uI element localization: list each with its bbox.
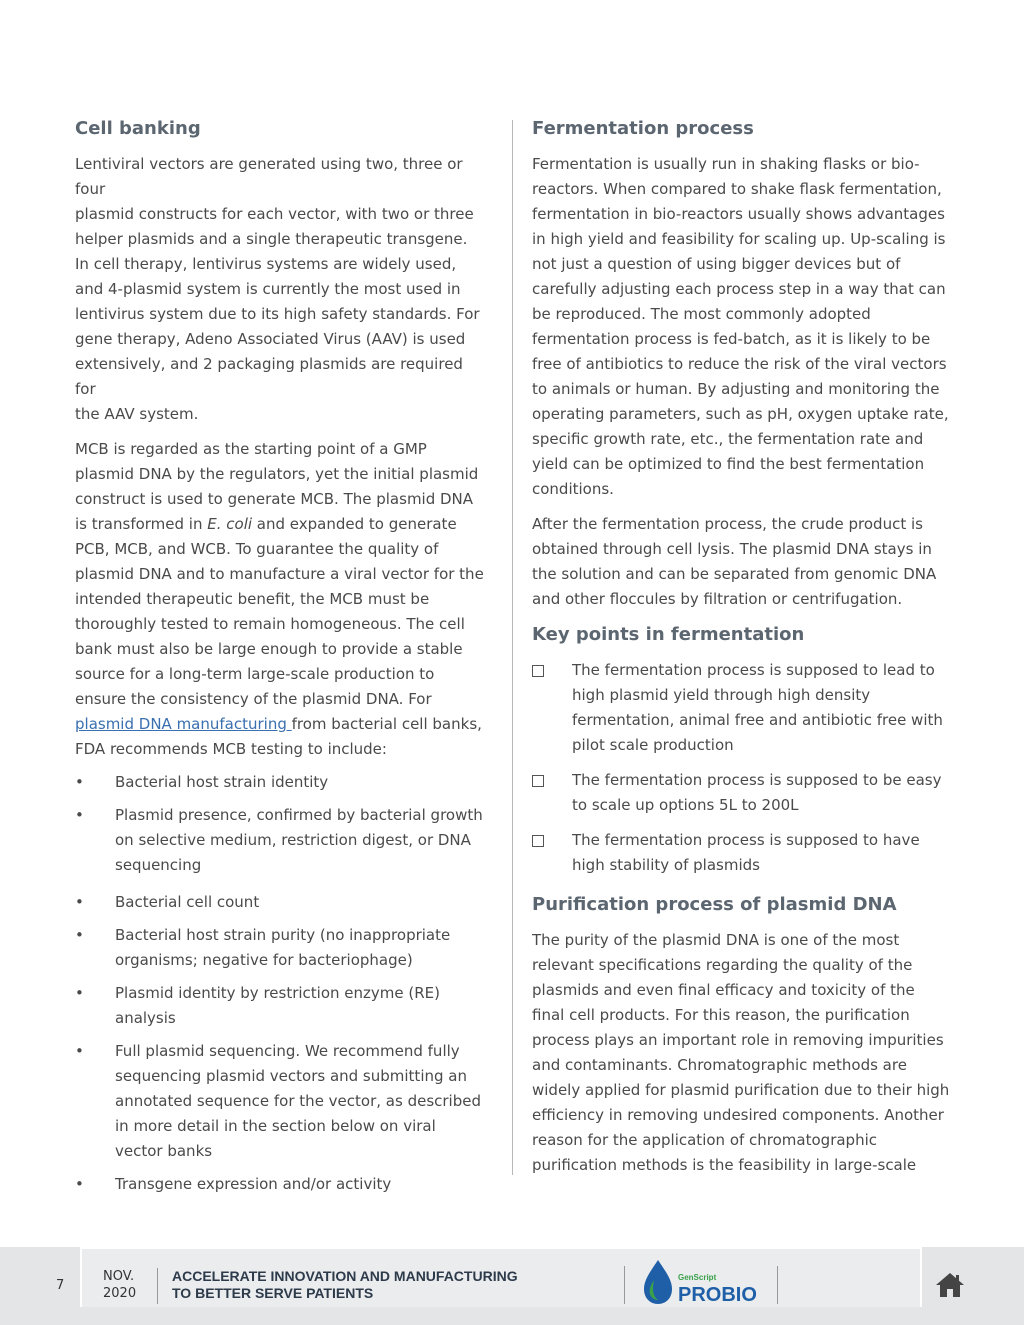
checkbox-icon xyxy=(532,835,544,847)
list-item xyxy=(75,770,487,795)
key-points-list xyxy=(532,658,950,878)
intro-line: Lentiviral vectors are generated using two, three or four xyxy=(75,155,463,198)
mcb-paragraph xyxy=(75,437,487,762)
intro-line: helper plasmids and a single therapeutic transgene. xyxy=(75,230,468,248)
logo-main-text: PROBIO xyxy=(678,1284,757,1306)
cell-banking-intro xyxy=(75,152,487,427)
footer-divider xyxy=(624,1266,625,1304)
list-item-text: Full plasmid sequencing. We recommend fully sequencing plasmid vectors and submitting an annotated sequence for the vector, as described in more detail in the section below on viral vector banks xyxy=(115,1042,481,1160)
bullet-icon: • xyxy=(75,1175,84,1193)
bullet-icon: • xyxy=(75,1042,84,1060)
purification-heading: Purification process of plasmid DNA xyxy=(532,894,897,915)
intro-line: and 4-plasmid system is currently the most used in xyxy=(75,280,461,298)
mcb-text-c: from bacterial cell banks, FDA recommends MCB testing to include: xyxy=(75,715,482,758)
list-item-text: Plasmid identity by restriction enzyme (RE) analysis xyxy=(115,984,440,1027)
list-item xyxy=(75,1039,487,1164)
left-column xyxy=(75,116,487,1205)
bullet-icon: • xyxy=(75,893,84,911)
list-item xyxy=(75,890,487,915)
cell-banking-heading: Cell banking xyxy=(75,118,201,139)
intro-line: In cell therapy, lentivirus systems are widely used, xyxy=(75,255,457,273)
purification-paragraph: The purity of the plasmid DNA is one of the most relevant specifications regarding the quality of the plasmids and even final efficacy and toxicity of the final cell products. For this reason, the purification process plays an important role in removing impurities and contaminants. Chromatographic methods are widely applied for plasmid purification due to their high efficiency in removing undesired components. Another reason for the application of chromatographic purification methods is the feasibility in large-scale xyxy=(532,931,950,1174)
checklist-item xyxy=(532,828,950,878)
page-number: 7 xyxy=(56,1278,65,1293)
bullet-icon: • xyxy=(75,773,84,791)
bullet-icon: • xyxy=(75,806,84,824)
list-item-text: Plasmid presence, confirmed by bacterial growth on selective medium, restriction digest, or DNA sequencing xyxy=(115,806,483,874)
fermentation-paragraph: Fermentation is usually run in shaking flasks or bio-reactors. When compared to shake flask fermentation, fermentation in bio-reactors usually shows advantages in high yield and feasibility for scaling up. Up-scaling is not just a question of using bigger devices but of carefully adjusting each process step in a way that can be reproduced. The most commonly adopted fermentation process is fed-batch, as it is likely to be free of antibiotics to reduce the risk of the viral vectors to animals or human. By adjusting and monitoring the operating parameters, such as pH, oxygen uptake rate, specific growth rate, etc., the fermentation rate and yield can be optimized to find the best fermentation conditions. xyxy=(532,155,949,498)
ecoli-italic: E. coli xyxy=(207,515,253,533)
bullet-icon: • xyxy=(75,984,84,1002)
mcb-test-list xyxy=(75,770,487,1197)
checkbox-icon xyxy=(532,665,544,677)
fermentation-heading: Fermentation process xyxy=(532,118,754,139)
logo-drop-icon xyxy=(640,1258,770,1306)
intro-line: the AAV system. xyxy=(75,405,199,423)
list-item-text: Bacterial host strain purity (no inappropriate organisms; negative for bacteriophage) xyxy=(115,926,451,969)
intro-line: lentivirus system due to its high safety standards. For xyxy=(75,305,480,323)
list-item xyxy=(75,923,487,973)
genscript-probio-logo xyxy=(640,1258,770,1306)
checklist-item xyxy=(532,768,950,818)
checklist-item-text: The fermentation process is supposed to lead to high plasmid yield through high density fermentation, animal free and antibiotic free with pilot scale production xyxy=(572,661,943,754)
bullet-icon: • xyxy=(75,926,84,944)
right-column xyxy=(532,116,950,1188)
tagline-line2: TO BETTER SERVE PATIENTS xyxy=(172,1285,374,1301)
list-item xyxy=(75,981,487,1031)
fermentation-lysis-paragraph: After the fermentation process, the crude product is obtained through cell lysis. The plasmid DNA stays in the solution and can be separated from genomic DNA and other floccules by filtration or centrifugation. xyxy=(532,515,937,608)
list-item xyxy=(75,803,487,878)
logo-small-text: GenScript xyxy=(678,1273,717,1282)
plasmid-dna-manufacturing-link[interactable]: plasmid DNA manufacturing xyxy=(75,715,292,733)
intro-line: extensively, and 2 packaging plasmids are required for xyxy=(75,355,463,398)
list-item-text: Transgene expression and/or activity xyxy=(115,1175,392,1193)
mcb-text-b: and expanded to generate PCB, MCB, and WCB. To guarantee the quality of plasmid DNA and to manufacture a viral vector for the intended therapeutic benefit, the MCB must be thoroughly tested to remain homogeneous. The cell bank must also be large enough to provide a stable source for a long-term large-scale production to ensure the consistency of the plasmid DNA. For xyxy=(75,515,484,708)
key-points-heading: Key points in fermentation xyxy=(532,624,805,645)
checkbox-icon xyxy=(532,775,544,787)
column-divider xyxy=(512,120,513,1175)
checklist-item xyxy=(532,658,950,758)
intro-line: plasmid constructs for each vector, with two or three xyxy=(75,205,474,223)
mcb-text-a: MCB is regarded as the starting point of a GMP plasmid DNA by the regulators, yet the initial plasmid construct is used to generate MCB. The plasmid DNA is transformed in xyxy=(75,440,479,533)
list-item-text: Bacterial host strain identity xyxy=(115,773,329,791)
issue-year: 2020 xyxy=(103,1286,137,1301)
checklist-item-text: The fermentation process is supposed to be easy to scale up options 5L to 200L xyxy=(572,771,942,814)
list-item xyxy=(75,1172,487,1197)
intro-line: gene therapy, Adeno Associated Virus (AAV) is used xyxy=(75,330,466,348)
checklist-item-text: The fermentation process is supposed to have high stability of plasmids xyxy=(572,831,920,874)
home-button[interactable] xyxy=(934,1271,966,1299)
footer-divider xyxy=(157,1268,158,1304)
footer-divider xyxy=(777,1266,778,1304)
tagline-line1: ACCELERATE INNOVATION AND MANUFACTURING xyxy=(172,1268,518,1284)
issue-month: NOV. xyxy=(103,1269,135,1284)
list-item-text: Bacterial cell count xyxy=(115,893,260,911)
issue-date xyxy=(103,1268,143,1302)
footer-tagline xyxy=(172,1268,518,1302)
home-icon xyxy=(934,1271,966,1299)
